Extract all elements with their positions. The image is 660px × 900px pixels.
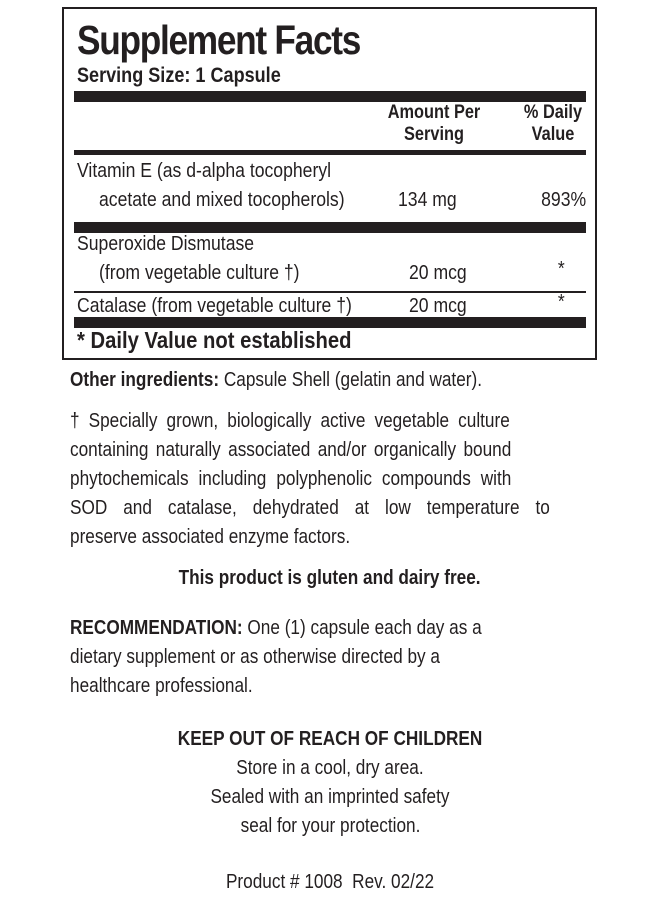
daily-value-footnote: * Daily Value not established bbox=[77, 327, 352, 353]
nutrient-name-line2: acetate and mixed tocopherols) bbox=[99, 189, 345, 211]
thick-divider bbox=[74, 91, 586, 102]
column-header-daily-value bbox=[514, 102, 591, 146]
recommendation-line2: dietary supplement or as otherwise directed by a bbox=[70, 646, 441, 668]
recommendation-line3: healthcare professional. bbox=[70, 675, 253, 697]
nutrient-daily-value: 893% bbox=[540, 189, 586, 211]
nutrient-amount: 134 mg bbox=[398, 189, 457, 211]
amount-header-line1: Amount Per bbox=[387, 102, 481, 123]
dagger-note-line: phytochemicals including polyphenolic compounds with bbox=[70, 468, 512, 490]
column-header-amount bbox=[382, 102, 485, 146]
other-ingredients bbox=[70, 366, 586, 395]
storage-instruction: Store in a cool, dry area. bbox=[236, 757, 424, 779]
seal-notice-line1: Sealed with an imprinted safety bbox=[210, 786, 450, 808]
amount-header-line2: Serving bbox=[404, 124, 464, 145]
nutrient-amount: 20 mcg bbox=[409, 262, 467, 284]
product-number-revision: Product # 1008 Rev. 02/22 bbox=[225, 871, 435, 893]
other-ingredients-label: Other ingredients: bbox=[70, 369, 220, 391]
allergen-statement-text: This product is gluten and dairy free. bbox=[178, 567, 481, 589]
dv-header-line1: % Daily bbox=[523, 102, 583, 123]
warning-heading: KEEP OUT OF REACH OF CHILDREN bbox=[177, 728, 483, 750]
allergen-statement bbox=[0, 564, 660, 593]
other-ingredients-text: Capsule Shell (gelatin and water). bbox=[219, 369, 483, 391]
nutrient-name-line1: Superoxide Dismutase bbox=[77, 233, 255, 255]
nutrient-daily-value: * bbox=[558, 258, 565, 280]
recommendation-label: RECOMMENDATION: bbox=[70, 617, 243, 639]
product-info bbox=[0, 868, 660, 897]
nutrient-name-line1: Catalase (from vegetable culture †) bbox=[77, 295, 352, 317]
nutrient-daily-value: * bbox=[558, 291, 565, 313]
warnings bbox=[0, 725, 660, 841]
nutrient-name-line1: Vitamin E (as d-alpha tocopheryl bbox=[77, 160, 332, 182]
supplement-facts-panel bbox=[62, 7, 597, 360]
recommendation-line1: One (1) capsule each day as a bbox=[242, 617, 482, 639]
medium-divider bbox=[74, 150, 586, 155]
dagger-note-line: preserve associated enzyme factors. bbox=[70, 526, 351, 548]
serving-size: Serving Size: 1 Capsule bbox=[77, 64, 281, 87]
dagger-note-line: containing naturally associated and/or organically bound bbox=[70, 439, 512, 461]
panel-title: Supplement Facts bbox=[77, 17, 361, 63]
dagger-note bbox=[70, 407, 584, 552]
dagger-note-line: † Specially grown, biologically active vegetable culture bbox=[70, 410, 510, 432]
nutrient-amount: 20 mcg bbox=[409, 295, 467, 317]
nutrient-name-line2: (from vegetable culture †) bbox=[99, 262, 300, 284]
seal-notice-line2: seal for your protection. bbox=[240, 815, 420, 837]
recommendation bbox=[70, 614, 586, 701]
dv-header-line2: Value bbox=[531, 124, 575, 145]
dagger-note-line: SOD and catalase, dehydrated at low temperature to bbox=[70, 497, 550, 519]
